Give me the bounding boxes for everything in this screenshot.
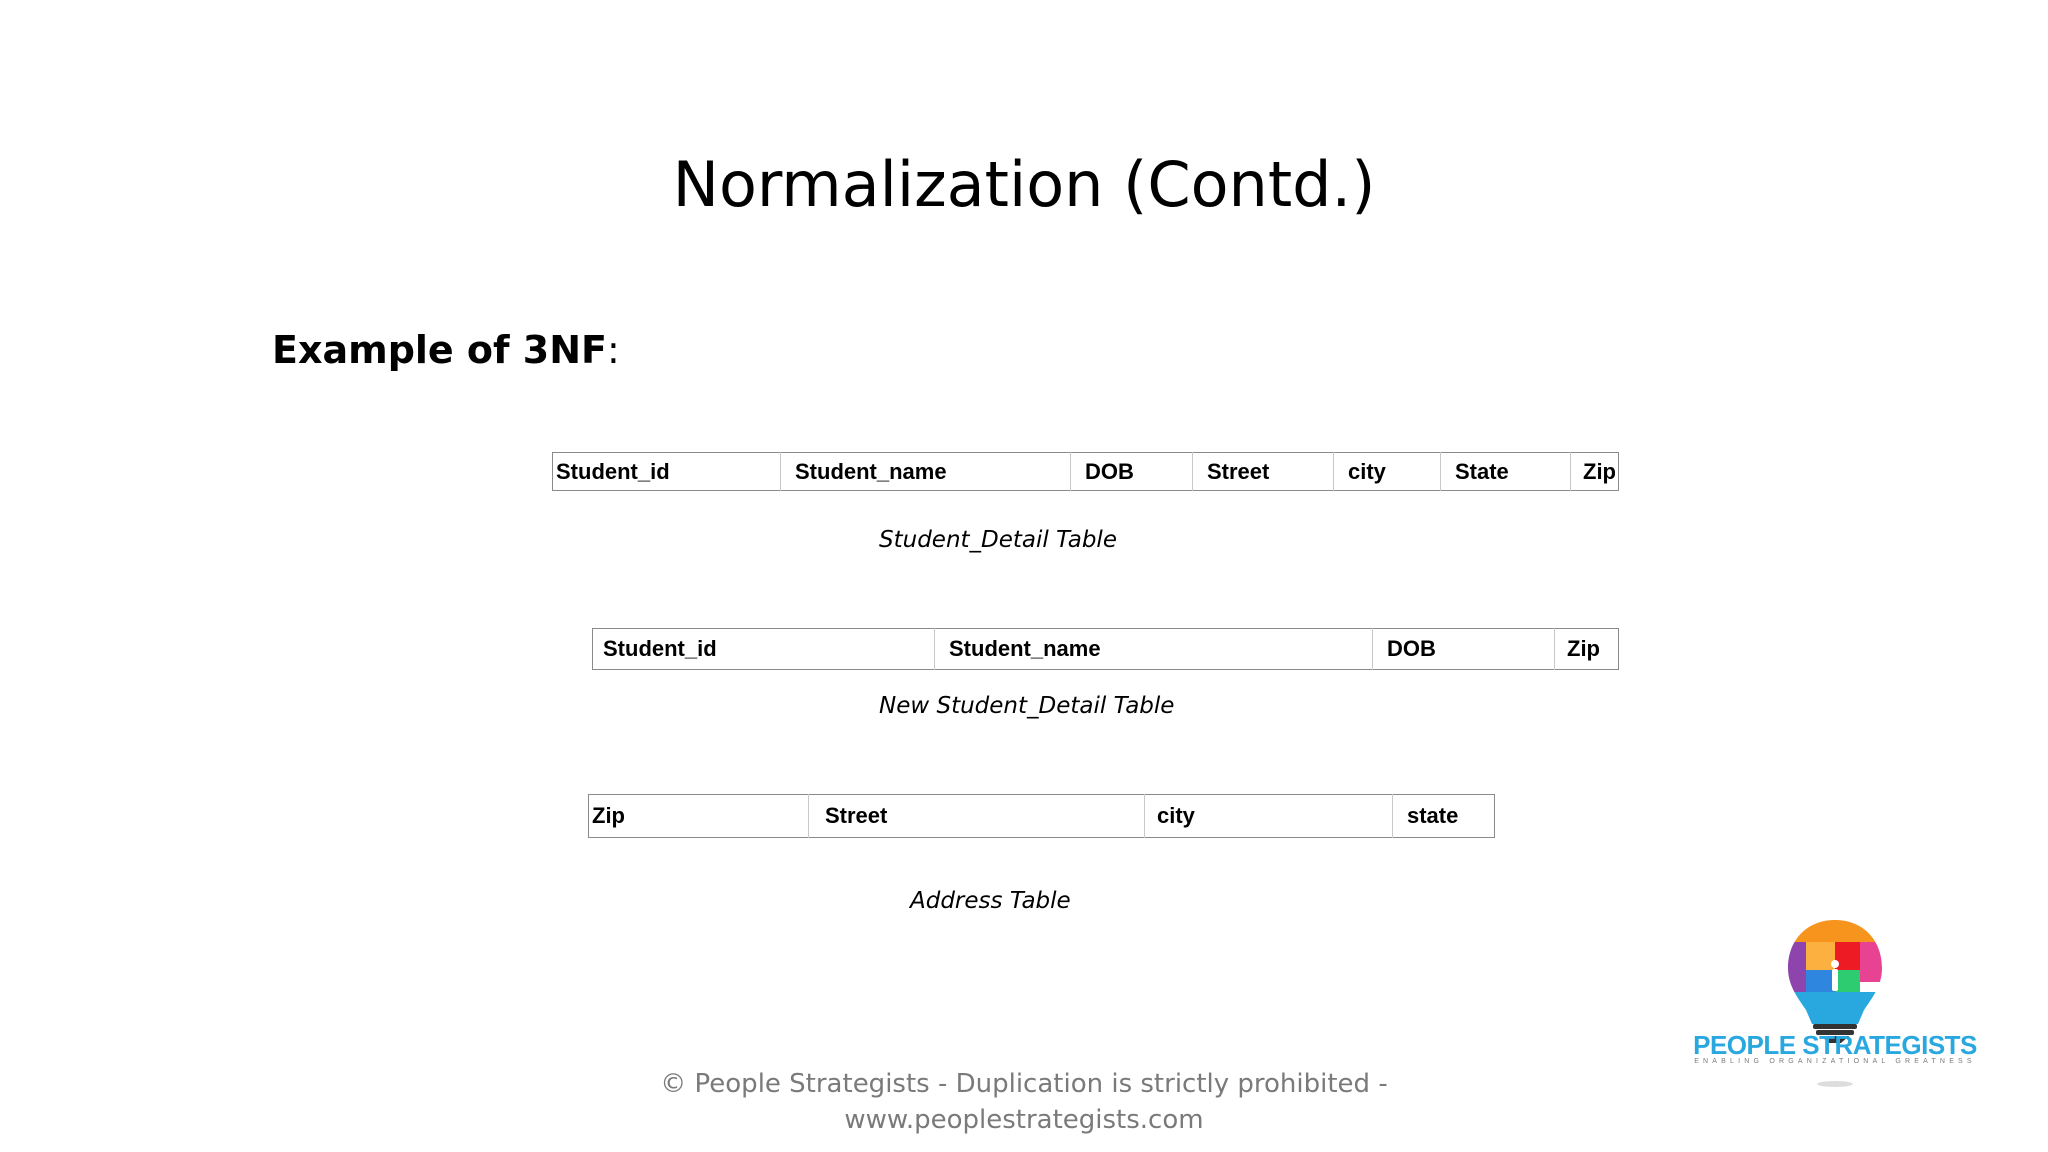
column-header: Student_id <box>603 636 717 661</box>
column-header: DOB <box>1373 629 1555 670</box>
student-detail-table <box>552 452 1619 491</box>
column-header: city <box>1334 453 1441 491</box>
table-row <box>589 795 1495 838</box>
column-header: Street <box>809 795 1145 838</box>
column-header: state <box>1393 795 1495 838</box>
column-header: State <box>1441 453 1571 491</box>
new-student-detail-caption: New Student_Detail Table <box>879 693 1175 719</box>
slide-subtitle <box>272 328 620 372</box>
footer-line-1: © People Strategists - Duplication is strictly prohibited - <box>660 1069 1388 1099</box>
column-header: Student_id <box>556 458 670 484</box>
column-header: Zip <box>1555 629 1619 670</box>
table-row <box>593 629 1619 670</box>
logo-wordmark: PEOPLE STRATEGISTS <box>1693 1030 1977 1060</box>
address-table <box>588 794 1495 838</box>
column-header: Student_name <box>781 453 1071 491</box>
student-detail-caption: Student_Detail Table <box>879 527 1117 553</box>
column-header: DOB <box>1071 453 1193 491</box>
subtitle-colon: : <box>607 328 620 372</box>
column-header: city <box>1145 795 1393 838</box>
column-header: Zip <box>592 803 625 828</box>
slide-title: Normalization (Contd.) <box>672 148 1376 221</box>
address-caption: Address Table <box>910 888 1071 914</box>
lightbulb-puzzle-icon <box>1680 912 1990 1092</box>
table-row <box>553 453 1619 491</box>
column-header: Street <box>1193 453 1334 491</box>
people-strategists-logo <box>1680 912 1990 1092</box>
column-header: Zip <box>1571 453 1619 491</box>
new-student-detail-table <box>592 628 1619 670</box>
footer-line-2: www.peoplestrategists.com <box>844 1105 1204 1135</box>
logo-tagline: ENABLING ORGANIZATIONAL GREATNESS <box>1694 1058 1976 1065</box>
column-header: Student_name <box>935 629 1373 670</box>
subtitle-bold: Example of 3NF <box>272 328 608 372</box>
